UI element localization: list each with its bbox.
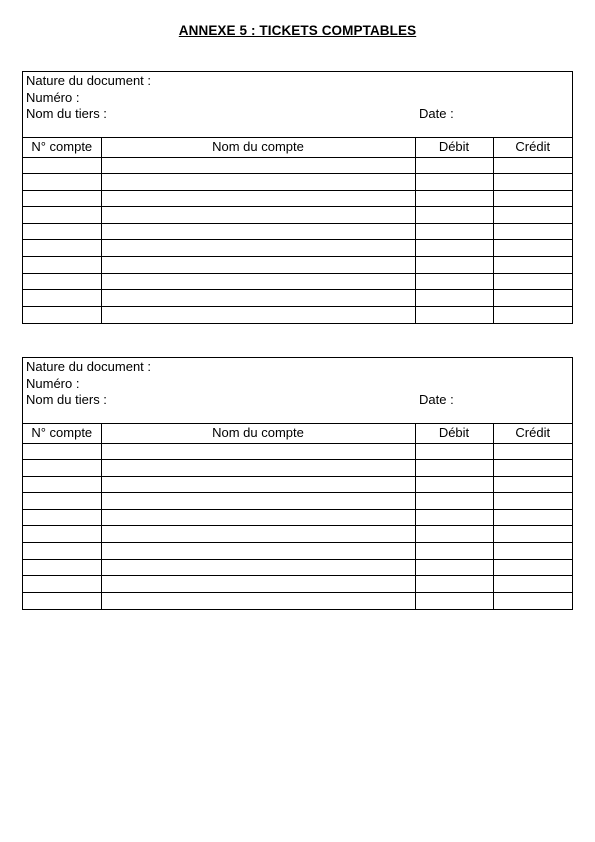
account-name-cell[interactable] [101,223,415,240]
table-row [23,543,572,560]
table-row [23,257,572,274]
account-name-cell[interactable] [101,157,415,174]
account-number-cell[interactable] [23,576,101,593]
account-number-cell[interactable] [23,207,101,224]
account-name-cell[interactable] [101,592,415,609]
account-name-cell[interactable] [101,306,415,323]
account-number-cell[interactable] [23,157,101,174]
entries-body [23,157,572,323]
header-account-number: N° compte [23,424,101,443]
header-credit: Crédit [493,138,572,157]
debit-cell[interactable] [415,157,493,174]
numero-label: Numéro : [26,375,80,391]
credit-cell[interactable] [493,576,572,593]
table-row [23,207,572,224]
table-row [23,240,572,257]
debit-cell[interactable] [415,190,493,207]
credit-cell[interactable] [493,592,572,609]
account-number-cell[interactable] [23,592,101,609]
table-row [23,592,572,609]
table-row [23,576,572,593]
credit-cell[interactable] [493,290,572,307]
credit-cell[interactable] [493,174,572,191]
account-number-cell[interactable] [23,543,101,560]
table-row [23,443,572,460]
account-number-cell[interactable] [23,223,101,240]
table-row [23,306,572,323]
debit-cell[interactable] [415,174,493,191]
account-name-cell[interactable] [101,559,415,576]
header-credit: Crédit [493,424,572,443]
credit-cell[interactable] [493,223,572,240]
account-number-cell[interactable] [23,526,101,543]
credit-cell[interactable] [493,207,572,224]
credit-cell[interactable] [493,257,572,274]
table-row [23,223,572,240]
account-name-cell[interactable] [101,190,415,207]
date-label: Date : [419,392,454,407]
credit-cell[interactable] [493,509,572,526]
account-name-cell[interactable] [101,207,415,224]
account-number-cell[interactable] [23,493,101,510]
account-name-cell[interactable] [101,493,415,510]
debit-cell[interactable] [415,576,493,593]
account-number-cell[interactable] [23,174,101,191]
debit-cell[interactable] [415,526,493,543]
tiers-label: Nom du tiers : [26,392,107,407]
credit-cell[interactable] [493,157,572,174]
date-label: Date : [419,106,454,121]
table-row [23,273,572,290]
credit-cell[interactable] [493,443,572,460]
entries-body [23,443,572,609]
table-row [23,190,572,207]
table-row [23,460,572,477]
debit-cell[interactable] [415,592,493,609]
account-name-cell[interactable] [101,509,415,526]
account-name-cell[interactable] [101,543,415,560]
account-number-cell[interactable] [23,240,101,257]
account-name-cell[interactable] [101,576,415,593]
header-debit: Débit [415,424,493,443]
credit-cell[interactable] [493,476,572,493]
table-row [23,290,572,307]
credit-cell[interactable] [493,543,572,560]
debit-cell[interactable] [415,493,493,510]
nature-label: Nature du document : [26,73,152,88]
account-name-cell[interactable] [101,443,415,460]
credit-cell[interactable] [493,460,572,477]
header-account-name: Nom du compte [101,138,415,157]
table-header-row [23,138,572,157]
table-row [23,476,572,493]
credit-cell[interactable] [493,559,572,576]
credit-cell[interactable] [493,306,572,323]
debit-cell[interactable] [415,273,493,290]
tiers-label: Nom du tiers : [26,106,107,121]
account-name-cell[interactable] [101,240,415,257]
account-number-cell[interactable] [23,306,101,323]
account-number-cell[interactable] [23,190,101,207]
accounting-ticket-1 [22,71,573,324]
page-title: ANNEXE 5 : TICKETS COMPTABLES [178,23,417,38]
account-number-cell[interactable] [23,290,101,307]
table-row [23,509,572,526]
table-row [23,157,572,174]
account-number-cell[interactable] [23,476,101,493]
header-account-number: N° compte [23,138,101,157]
account-name-cell[interactable] [101,290,415,307]
account-number-cell[interactable] [23,559,101,576]
accounting-ticket-2 [22,357,573,610]
debit-cell[interactable] [415,509,493,526]
debit-cell[interactable] [415,559,493,576]
account-number-cell[interactable] [23,273,101,290]
table-row [23,493,572,510]
account-name-cell[interactable] [101,476,415,493]
debit-cell[interactable] [415,476,493,493]
credit-cell[interactable] [493,526,572,543]
credit-cell[interactable] [493,190,572,207]
account-number-cell[interactable] [23,257,101,274]
account-number-cell[interactable] [23,509,101,526]
account-name-cell[interactable] [101,460,415,477]
account-name-cell[interactable] [101,526,415,543]
credit-cell[interactable] [493,240,572,257]
debit-cell[interactable] [415,306,493,323]
account-name-cell[interactable] [101,174,415,191]
nature-label: Nature du document : [26,359,152,374]
account-name-cell[interactable] [101,257,415,274]
table-row [23,526,572,543]
table-header-row [23,424,572,443]
debit-cell[interactable] [415,460,493,477]
credit-cell[interactable] [493,273,572,290]
debit-cell[interactable] [415,543,493,560]
credit-cell[interactable] [493,493,572,510]
entries-table [23,138,572,323]
table-row [23,174,572,191]
account-name-cell[interactable] [101,273,415,290]
entries-table [23,424,572,609]
debit-cell[interactable] [415,240,493,257]
account-number-cell[interactable] [23,443,101,460]
debit-cell[interactable] [415,257,493,274]
header-debit: Débit [415,138,493,157]
numero-label: Numéro : [26,89,80,105]
debit-cell[interactable] [415,443,493,460]
header-account-name: Nom du compte [101,424,415,443]
table-row [23,559,572,576]
ticket-header [23,72,572,138]
account-number-cell[interactable] [23,460,101,477]
ticket-header [23,358,572,424]
debit-cell[interactable] [415,207,493,224]
debit-cell[interactable] [415,223,493,240]
debit-cell[interactable] [415,290,493,307]
